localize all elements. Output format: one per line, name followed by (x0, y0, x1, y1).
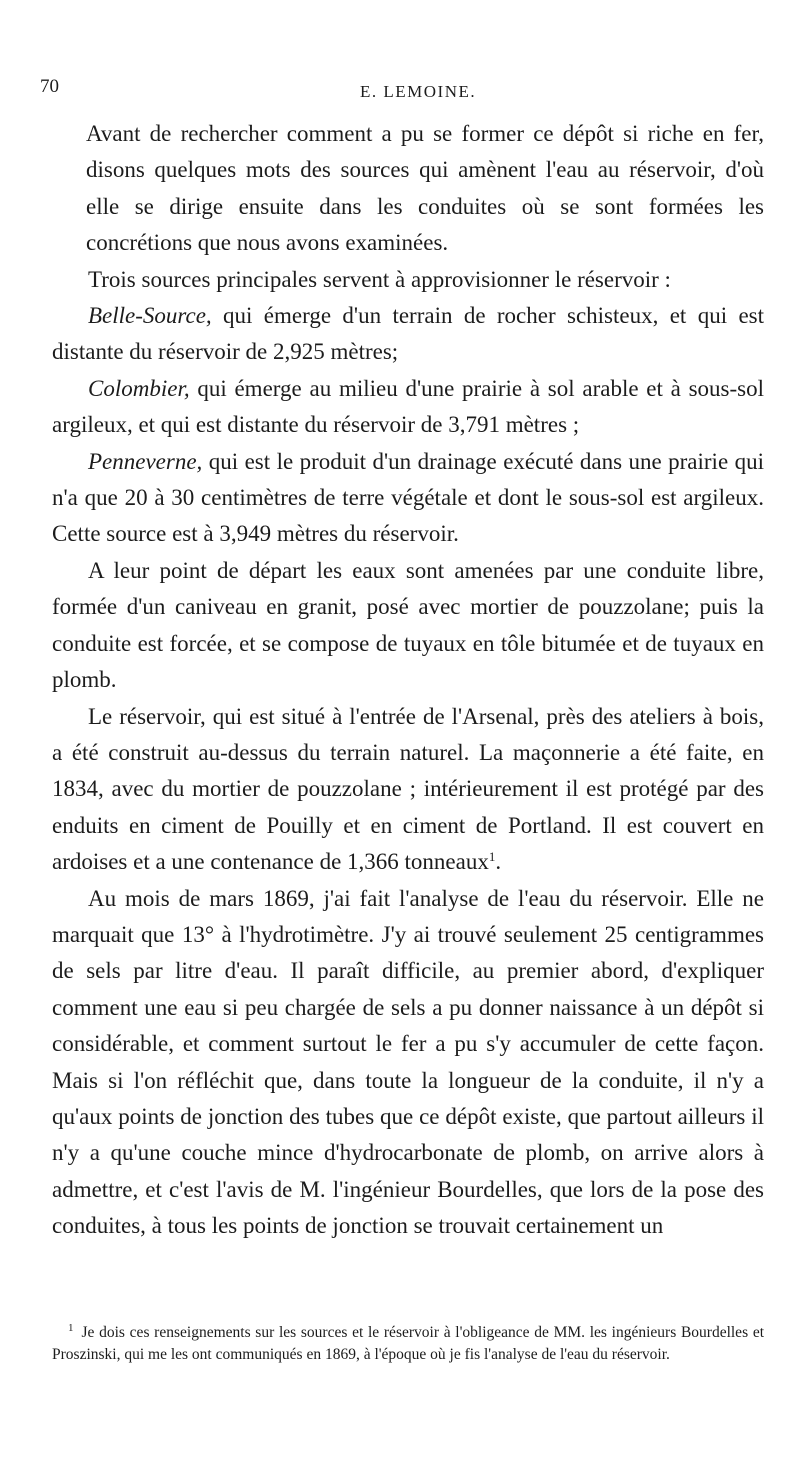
source-name-belle-source: Belle-Source, (88, 303, 212, 329)
paragraph-conduite: A leur point de départ les eaux sont amenées par une conduite libre, formée d'un caniveau en granit, posé avec mortier de pouzzolane; puis la conduite est forcée, et se compose de tuyaux en tôle bitumée et de tuyaux en plomb. (52, 557, 764, 693)
page-number: 70 (40, 76, 59, 97)
paragraph-belle-source-text: qui émerge d'un terrain de rocher schisteux, et qui est distante du réservoir de 2,925 mètres; (52, 303, 764, 365)
paragraph-reservoir (52, 699, 764, 881)
paragraph-2: Trois sources principales servent à approvisionner le réservoir : (88, 266, 671, 292)
source-name-colombier: Colombier, (88, 375, 190, 401)
paragraph-colombier-text: qui émerge au milieu d'une prairie à sol arable et à sous-sol argileux, et qui est distante du réservoir de 3,791 mètres ; (52, 375, 764, 438)
footnote-reference: 1 (488, 849, 496, 865)
footnote-text: Je dois ces renseignements sur les sources et le réservoir à l'obligeance de MM. les ingénieurs Bourdelles et Proszinski, qui me les ont communiqués en 1869, à l'époque où je fis l'analyse de l'eau du réservoir. (52, 1324, 764, 1363)
paragraph-penneverne (52, 444, 764, 553)
paragraph-penneverne-text: qui est le produit d'un drainage exécuté dans une prairie qui n'a que 20 à 30 centimètres de terre végétale et dont le sous-sol est argileux. Cette source est à 3,949 mètres du réservoir. (52, 448, 764, 547)
body-text (52, 116, 764, 1245)
paragraph-colombier (52, 371, 764, 444)
paragraph-reservoir-end: . (495, 849, 502, 875)
running-head: E. LEMOINE. (360, 82, 477, 101)
source-name-penneverne: Penneverne, (88, 448, 203, 474)
paragraph-reservoir-text: Le réservoir, qui est situé à l'entrée de l'Arsenal, près des ateliers à bois, a été construit au-dessus du terrain naturel. La maçonnerie a été faite, en 1834, avec du mortier de pouzzolane ; intérieurement il est protégé par des enduits en ciment de Pouilly et en ciment de Portland. Il est couvert en ardoises et a une contenance de 1,366 tonneaux (52, 703, 764, 875)
footnote-mark: 1 (68, 1322, 74, 1334)
paragraph-analyse: Au mois de mars 1869, j'ai fait l'analyse de l'eau du réservoir. Elle ne marquait que 13° à l'hydrotimètre. J'y ai trouvé seulement 25 centigrammes de sels par litre d'eau. Il paraît difficile, au premier abord, d'expliquer comment une eau si peu chargée de sels a pu donner naissance à un dépôt si considérable, et comment surtout le fer a pu s'y accumuler de cette façon. Mais si l'on réfléchit que, dans toute la longueur de la conduite, il n'y a qu'aux points de jonction des tubes que ce dépôt existe, que partout ailleurs il n'y a qu'une couche mince d'hydrocarbonate de plomb, on arrive alors à admettre, et c'est l'avis de M. l'ingénieur Bourdelles, que lors de la pose des conduites, à tous les points de jonction se trouvait certainement un (52, 885, 764, 1239)
paragraph-1: Avant de rechercher comment a pu se former ce dépôt si riche en fer, disons quelques mots des sources qui amènent l'eau au réservoir, d'où elle se dirige ensuite dans les conduites où se sont formées les concrétions que nous avons examinées. (86, 121, 764, 256)
page-header (40, 76, 772, 106)
footnote-1 (52, 1322, 764, 1366)
paragraph-belle-source (52, 298, 764, 371)
footnotes (52, 1322, 764, 1366)
